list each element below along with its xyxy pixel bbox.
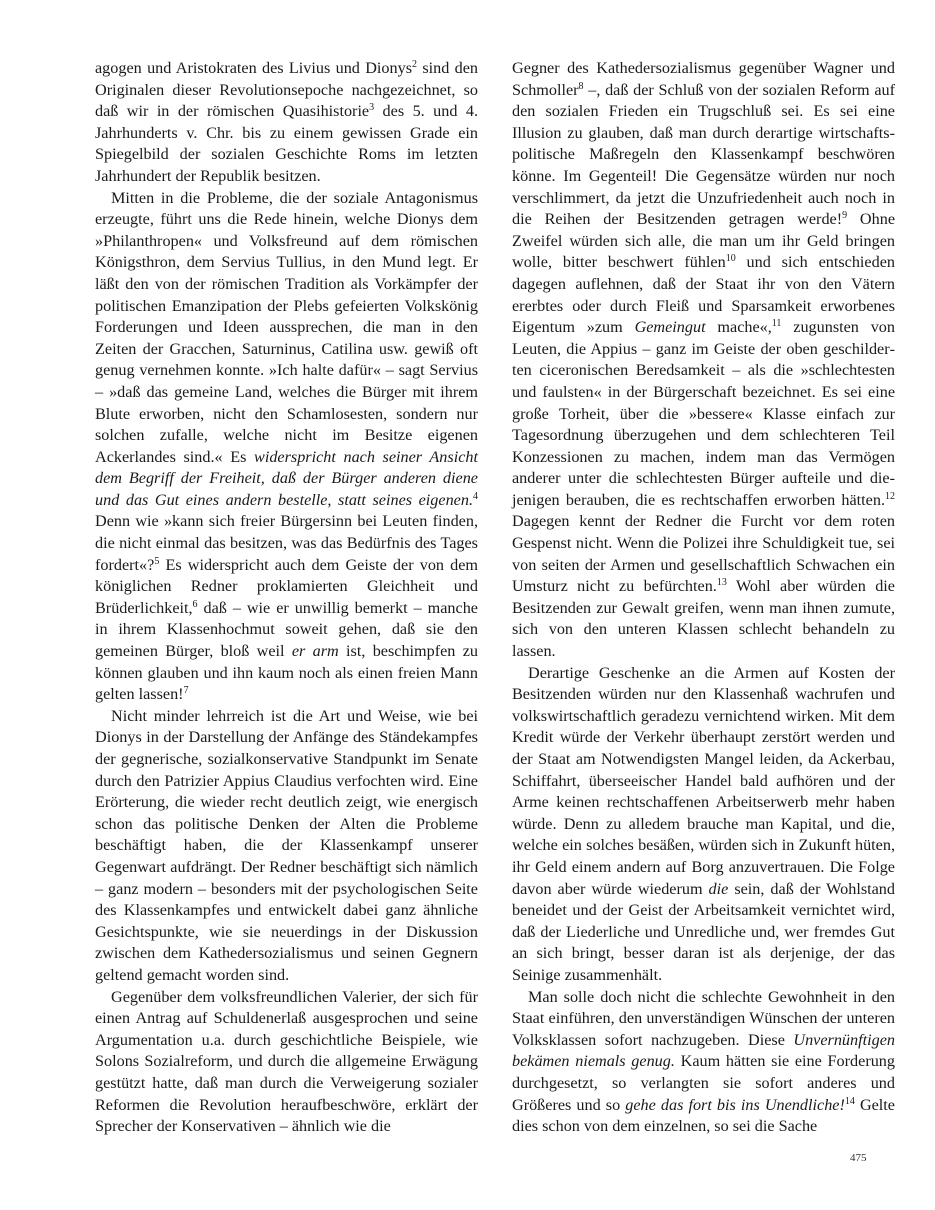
text-run: Dagegen kennt der Redner die Furcht vor dem roten Gespenst nicht. Wenn die Polizei ihre Schuldigkeit tue, sei von seiten der Armen und gesellschaftlich Schwachen ein Umsturz nicht zu befürchten. [512, 512, 895, 596]
text-run: sein, daß der Wohlstand beneidet und der Geist der Arbeitsamkeit vernichtet wird, daß der Liederliche und Unredliche und, wer fremdes Gut an sich bringt, besser daran ist als derjenige, der das Seinige zusammenhält. [512, 879, 895, 984]
footnote-marker: 14 [844, 1095, 855, 1107]
right-text-column [512, 58, 895, 1138]
text-run: mache«, [705, 318, 772, 337]
italic-text: er arm [291, 642, 339, 661]
page-number: 475 [850, 1152, 867, 1164]
footnote-marker: 4 [473, 490, 478, 502]
text-run: Gelte dies schon von dem einzelnen, so sei die Sache [512, 1095, 895, 1136]
paragraph [512, 58, 895, 663]
paragraph [95, 987, 478, 1138]
text-run: Gegenüber dem volksfreundlichen Valerier, der sich für einen Antrag auf Schuldenerlaß ausgesprochen und seine Argumentation u.a. durch geschichtliche Beispiele, wie Solons Sozialreform, und durch die allgemeine Erwägung gestützt hatte, daß man durch die Verweigerung sozialer Reformen die Revolution heraufbeschwöre, erklärt der Sprecher der Konservativen – ähnlich wie die [95, 987, 478, 1136]
footnote-marker: 6 [192, 598, 198, 610]
italic-text: die [708, 879, 729, 898]
text-run: Mitten in die Probleme, die der soziale Antagonismus erzeugte, führt uns die Rede hinein, welche Dionys dem »Philanthropen« und Volksfreund auf dem römischen Königsthron, dem Servius Tullius, in den Mund legt. Er läßt den von der römischen Tradition als Vorkämpfer der politischen Emanzipation der Plebs gefeierten Volkskönig Forderungen und Ideen aussprechen, die man in den Zeiten der Gracchen, Saturninus, Catilina usw. gewiß oft genug vernehmen konnte. »Ich halte dafür« – sagt Servius – »daß das gemeine Land, welches die Bürger mit ihrem Blute erworben, nicht den Schamlosesten, sondern nur solchen zufalle, welche nicht im Besitze eigenen Ackerlandes sind.« Es [95, 188, 478, 466]
footnote-marker: 12 [885, 490, 895, 502]
paragraph [512, 663, 895, 987]
text-run: sind den Originalen dieser Revolutionsepoche nachgezeichnet, so daß wir in der römischen Quasihistorie [95, 59, 479, 121]
paragraph [512, 987, 895, 1138]
text-run: und sich entschieden dagegen auflehnen, daß der Staat ihr von den Vätern ererbtes oder durch Fleiß und Sparsamkeit erworbenes Eigentum »zum [512, 253, 895, 337]
footnote-marker: 9 [842, 210, 848, 222]
footnote-marker: 13 [716, 577, 727, 589]
text-run: Wohl aber würden die Besitzenden zur Gewalt greifen, wenn man ihnen zumute, sich von den unteren Klassen schlecht behandeln zu lassen. [512, 577, 895, 661]
text-run: Nicht minder lehrreich ist die Art und Weise, wie bei Dionys in der Darstellung der Anfänge des Ständekampfes der gegnerische, sozialkonservative Standpunkt im Senate durch den Patrizier Appius Claudius verfochten wird. Eine Erörterung, die wieder recht deutlich zeigt, wie energisch schon das politische Denken der Alten die Probleme beschäftigt haben, die der Klassenkampf unserer Gegenwart aufdrängt. Der Redner beschäftigt sich nämlich – ganz modern – besonders mit der psychologischen Seite des Klassenkampfes und entwickelt dabei ganz ähnliche Gesichtspunkte, wie sie neuerdings in der Diskussion zwischen dem Kathedersozialismus und seinen Gegnern geltend gemacht worden sind. [95, 706, 478, 984]
footnote-marker: 8 [578, 80, 584, 92]
text-run: –, daß der Schluß von der sozialen Reform auf den sozialen Frieden ein Trugschluß sei. Es sei eine Illusion zu glauben, daß man durch derartige wirtschaftspolitische Maßregeln den Klassenkampf beschwören könne. Im Gegenteil! Die Gegensätze würden nur noch verschlimmert, da jetzt die Unzufriedenheit auch noch in die Reihen der Besitzenden getragen werde! [512, 80, 895, 229]
text-run: agogen und Aristokraten des Livius und Dionys [95, 59, 412, 77]
paragraph [95, 58, 478, 188]
text-run: Gegner des Kathedersozialismus gegenüber Wagner und Schmoller [512, 59, 895, 99]
italic-text: gehe das fort bis ins Unendliche! [625, 1095, 845, 1114]
left-text-column [95, 58, 478, 1138]
footnote-marker: 3 [369, 102, 375, 114]
paragraph [95, 706, 478, 987]
text-run: Ohne Zweifel würden sich alle, die man um ihr Geld bringen wolle, bitter beschwert fühlen [512, 210, 895, 272]
footnote-marker: 2 [412, 59, 417, 70]
text-run: ist, beschimpfen zu können glauben und ihn kaum noch als einen freien Mann gelten lassen! [95, 642, 478, 704]
text-run: zugunsten von Leuten, die Appius – ganz im Geiste der oben geschilderten ciceronischen Beredsamkeit – als die »schlechtesten und faulsten« in der Bürgerschaft bezeichnet. Es sei eine große Torheit, über die »bessere« Klasse einfach zur Tagesordnung überzugehen und dem schlechteren Teil Konzessionen zu machen, indem man das Vermögen anderer unter die schlechtesten Bürger aufteile und diejenigen berauben, die es rechtschaffen erworben hätten. [512, 318, 895, 509]
italic-text: Unvernünftigen bekämen niemals genug. [512, 1030, 895, 1071]
text-run: Kaum hätten sie eine Forderung durchgesetzt, so verlangten sie sofort anderes und Größeres und so [512, 1052, 895, 1114]
text-run: Man solle doch nicht die schlechte Gewohnheit in den Staat einführen, den unverständigen Wünschen der unteren Volksklassen sofort nachzugeben. Diese [512, 987, 895, 1049]
italic-text: Gemeingut [634, 318, 706, 337]
footnote-marker: 7 [183, 685, 189, 697]
text-run: Derartige Geschenke an die Armen auf Kosten der Besitzenden würden nur den Klassenhaß wachrufen und volkswirtschaftlich geradezu vernichtend wirken. Mit dem Kredit würde der Verkehr überhaupt zerstört werden und der Staat am Notwendigsten Mangel leiden, da Ackerbau, Schiffahrt, überseeischer Handel bald aufhören und der Arme keinen rechtschaffenen Arbeitserwerb mehr haben würde. Denn zu alledem brauche man Kapital, und die, welche ein solches besäßen, würden sich in Zukunft hüten, ihr Geld einem andern auf Borg anzuvertrauen. Die Folge davon aber würde wiederum [512, 663, 895, 898]
text-run: des 5. und 4. Jahrhunderts v. Chr. bis zu einem gewissen Grade ein Spiegelbild der sozialen Geschichte Roms im letzten Jahrhundert der Republik besitzen. [95, 102, 478, 185]
text-run: Denn wie »kann sich freier Bürgersinn bei Leuten finden, die nicht einmal das besitzen, was das Bedürfnis des Tages fordert«? [95, 512, 478, 574]
text-run: Es widerspricht auch dem Geiste der von dem königlichen Redner proklamierten Gleichheit und Brüderlichkeit, [95, 555, 478, 617]
paragraph [95, 188, 478, 706]
italic-text: widerspricht nach seiner Ansicht dem Begriff der Freiheit, daß der Bürger anderen diene und das Gut eines andern bestelle, statt seines eigenen. [95, 447, 478, 509]
footnote-marker: 5 [154, 555, 160, 567]
text-run: daß – wie er unwillig bemerkt – manche in ihrem Klassenhochmut soweit gehen, daß sie den gemeinen Bürger, bloß weil [95, 598, 478, 661]
footnote-marker: 11 [771, 318, 782, 330]
footnote-marker: 10 [725, 253, 736, 265]
